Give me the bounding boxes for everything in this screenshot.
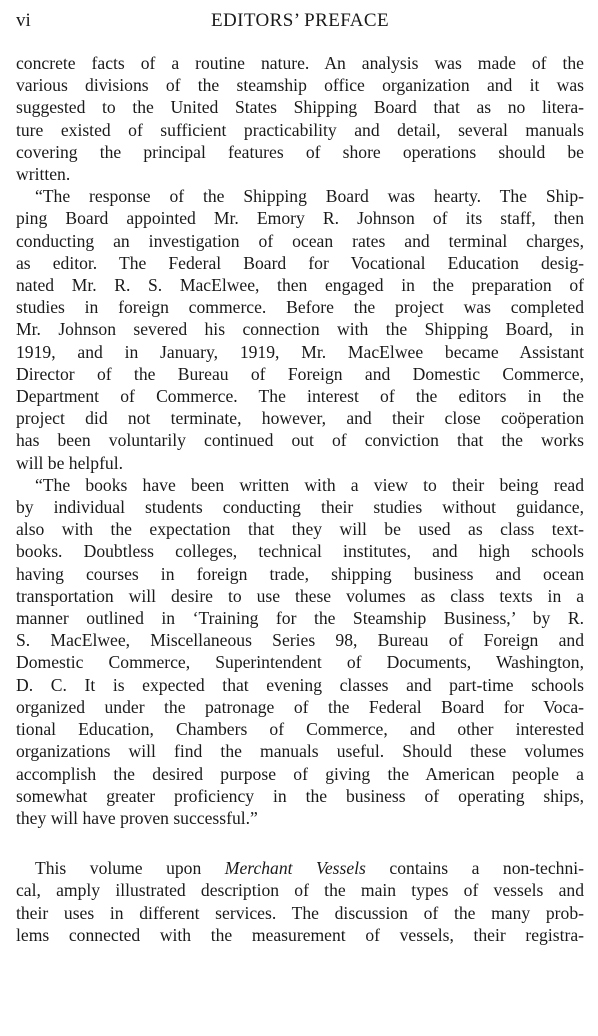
body-text (16, 52, 584, 946)
text-line: books. Doubtless colleges, technical institutes, and high schools (16, 541, 584, 562)
text-line: studies in foreign commerce. Before the project was completed (16, 297, 584, 318)
text-line: Mr. Johnson severed his connection with the Shipping Board, in (16, 319, 584, 340)
text-line: 1919, and in January, 1919, Mr. MacElwee became Assistant (16, 341, 584, 362)
text-line: conducting an investigation of ocean rates and terminal charges, (16, 230, 584, 251)
text-line: Director of the Bureau of Foreign and Domestic Commerce, (16, 363, 584, 384)
running-head (16, 8, 584, 34)
text-line: manner outlined in ‘Training for the Steamship Business,’ by R. (16, 608, 584, 629)
text-line: various divisions of the steamship office organization and it was (16, 75, 584, 96)
book-title: Merchant Vessels (224, 858, 366, 879)
text-line: tional Education, Chambers of Commerce, and other interested (16, 719, 584, 740)
text-line: by individual students conducting their studies without guidance, (16, 497, 584, 518)
paragraph-shipping-board (16, 185, 584, 474)
text-line: has been voluntarily continued out of conviction that the works (16, 430, 584, 451)
text-line: organizations will find the manuals useful. Should these volumes (16, 741, 584, 762)
text-line: suggested to the United States Shipping Board that as no litera- (16, 97, 584, 118)
text-line: lems connected with the measurement of vessels, their registra- (16, 924, 584, 945)
text-line: written. (16, 164, 71, 185)
text-run: contains a non-techni- (365, 858, 584, 879)
text-line: Department of Commerce. The interest of the editors in the (16, 386, 584, 407)
paragraph-continued (16, 52, 584, 185)
page-number: vi (16, 10, 31, 31)
text-line: nated Mr. R. S. MacElwee, then engaged in the preparation of (16, 275, 584, 296)
text-line: concrete facts of a routine nature. An analysis was made of the (16, 53, 584, 73)
text-line: transportation will desire to use these volumes as class texts in a (16, 585, 584, 606)
text-line: S. MacElwee, Miscellaneous Series 98, Bureau of Foreign and (16, 630, 584, 651)
text-line: “The books have been written with a view to their being read (35, 474, 584, 495)
text-line: organized under the patronage of the Federal Board for Voca- (16, 696, 584, 717)
paragraph-merchant-vessels (16, 857, 584, 946)
running-title: EDITORS’ PREFACE (211, 10, 389, 31)
text-line: also with the expectation that they will be used as class text- (16, 519, 584, 540)
text-line: cal, amply illustrated description of the main types of vessels and (16, 880, 584, 901)
text-line: their uses in different services. The discussion of the many prob- (16, 902, 584, 923)
text-line (16, 857, 584, 879)
text-line: ture existed of sufficient practicability and detail, several manuals (16, 119, 584, 140)
text-line: covering the principal features of shore operations should be (16, 141, 584, 162)
text-line: Domestic Commerce, Superintendent of Documents, Washington, (16, 652, 584, 673)
text-line: D. C. It is expected that evening classes and part-time schools (16, 674, 584, 695)
text-line: project did not terminate, however, and their close coöperation (16, 408, 584, 429)
text-line: as editor. The Federal Board for Vocational Education desig- (16, 252, 584, 273)
paragraph-books (16, 474, 584, 829)
text-line: will be helpful. (16, 452, 124, 473)
paragraph-gap (16, 829, 584, 857)
text-line: accomplish the desired purpose of giving the American people a (16, 763, 584, 784)
text-line: having courses in foreign trade, shipping business and ocean (16, 563, 584, 584)
text-line: somewhat greater proficiency in the business of operating ships, (16, 785, 584, 806)
text-run: This volume upon (35, 858, 225, 879)
text-line: “The response of the Shipping Board was hearty. The Ship- (35, 186, 584, 207)
text-line: they will have proven successful.” (16, 807, 258, 828)
text-line: ping Board appointed Mr. Emory R. Johnson of its staff, then (16, 208, 584, 229)
